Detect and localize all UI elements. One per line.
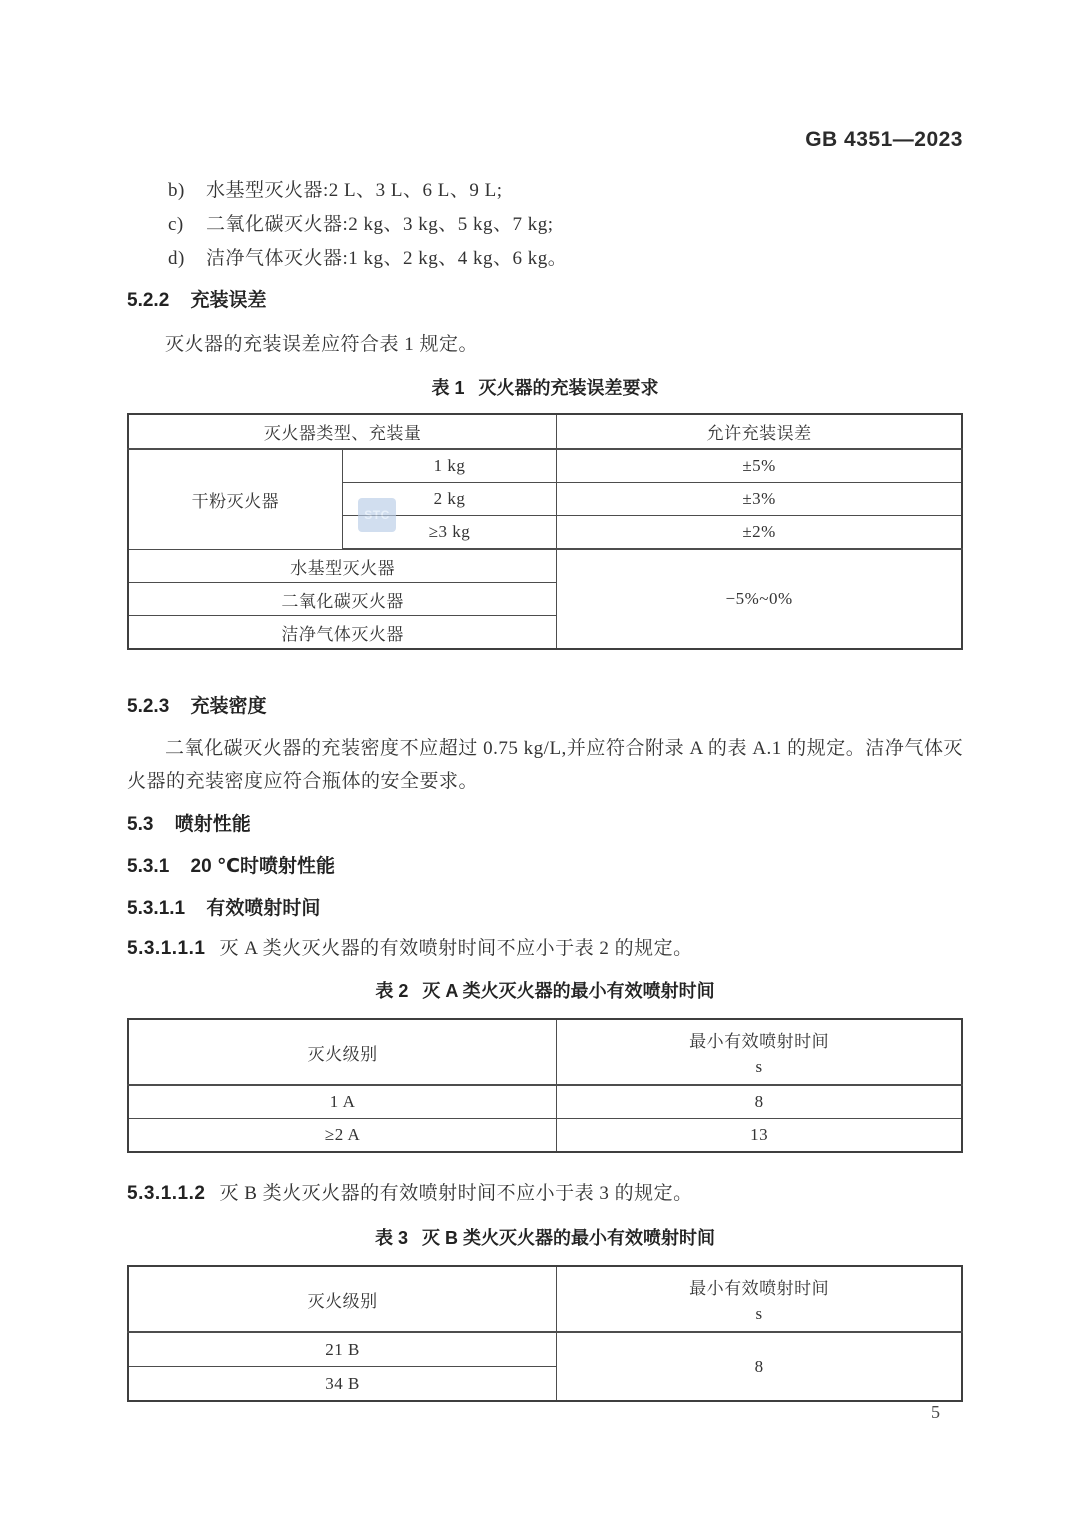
section-number: 5.3.1.1.1	[127, 938, 206, 959]
list-marker: b)	[168, 180, 185, 201]
table-row	[128, 549, 962, 583]
table-row	[128, 1332, 962, 1367]
cell-rating: 34 B	[128, 1367, 557, 1402]
page-number: 5	[931, 1402, 940, 1422]
cell-extinguisher-type: 二氧化碳灭火器	[128, 583, 557, 616]
section-title: 有效喷射时间	[206, 898, 321, 919]
table-header-cell	[557, 1019, 962, 1085]
cell-extinguisher-type: 水基型灭火器	[128, 549, 557, 583]
paragraph-523: 二氧化碳灭火器的充装密度不应超过 0.75 kg/L,并应符合附录 A 的表 A.1 的规定。洁净气体灭火器的充装密度应符合瓶体的安全要求。	[127, 738, 963, 792]
table-row	[128, 1085, 962, 1119]
list-marker: c)	[168, 214, 184, 235]
table-caption-label: 表 1	[431, 378, 465, 398]
paragraph-53111	[127, 936, 963, 962]
list-item-d	[127, 242, 963, 276]
standard-number: GB 4351—2023	[805, 128, 963, 151]
paragraph-text: 灭 B 类火灭火器的有效喷射时间不应小于表 3 的规定。	[219, 1183, 693, 1204]
cell-extinguisher-type: 洁净气体灭火器	[128, 616, 557, 650]
cell-tolerance: ±5%	[557, 449, 962, 483]
section-heading-5311	[127, 896, 963, 922]
section-heading-523	[127, 694, 963, 720]
list-item-b	[127, 174, 963, 208]
section-heading-53	[127, 812, 963, 838]
list-text: 洁净气体灭火器:1 kg、2 kg、4 kg、6 kg。	[206, 248, 568, 269]
table-caption-label: 表 2	[375, 981, 409, 1001]
table-header-row	[128, 1266, 962, 1332]
section-number: 5.3	[127, 814, 154, 835]
list-text: 水基型灭火器:2 L、3 L、6 L、9 L;	[206, 180, 503, 201]
cell-charge: ≥3 kg	[342, 516, 556, 550]
table-1-charge-tolerance	[127, 413, 963, 650]
table-2-class-a-discharge-time	[127, 1018, 963, 1153]
paragraph-53112	[127, 1181, 963, 1207]
section-number: 5.3.1.1	[127, 898, 186, 919]
table-header-row	[128, 414, 962, 449]
header-line-title: 最小有效喷射时间	[689, 1279, 830, 1298]
header-line-unit: s	[755, 1304, 763, 1323]
section-title: 20 ℃时喷射性能	[190, 856, 335, 877]
list-marker: d)	[168, 248, 185, 269]
table-header-row	[128, 1019, 962, 1085]
cell-charge: 1 kg	[342, 449, 556, 483]
section-title: 喷射性能	[174, 814, 251, 835]
section-number: 5.2.2	[127, 290, 170, 311]
section-heading-522	[127, 288, 963, 314]
table-caption-title: 灭 A 类火灭火器的最小有效喷射时间	[422, 981, 715, 1001]
paragraph-522: 灭火器的充装误差应符合表 1 规定。	[165, 334, 479, 355]
cell-rating: 1 A	[128, 1085, 557, 1119]
cell-extinguisher-type: 干粉灭火器	[128, 449, 342, 549]
list-text: 二氧化碳灭火器:2 kg、3 kg、5 kg、7 kg;	[206, 214, 554, 235]
cell-charge: 2 kg	[342, 483, 556, 516]
cell-rating: ≥2 A	[128, 1119, 557, 1153]
capacity-list	[127, 174, 963, 276]
table2-caption	[127, 978, 963, 1004]
cell-time: 8	[557, 1085, 962, 1119]
section-title: 充装密度	[190, 696, 267, 717]
table-caption-title: 灭 B 类火灭火器的最小有效喷射时间	[422, 1228, 715, 1248]
table-header-cell	[557, 1266, 962, 1332]
header-line-unit: s	[755, 1057, 763, 1076]
table-caption-title: 灭火器的充装误差要求	[478, 378, 659, 398]
table-row	[128, 1119, 962, 1153]
cell-time: 13	[557, 1119, 962, 1153]
section-number: 5.3.1.1.2	[127, 1183, 206, 1204]
table-header-cell: 灭火级别	[128, 1019, 557, 1085]
cell-tolerance-merged: −5%~0%	[557, 549, 962, 649]
header-line-title: 最小有效喷射时间	[689, 1032, 830, 1051]
table-caption-label: 表 3	[374, 1228, 408, 1248]
paragraph-text: 灭 A 类火灭火器的有效喷射时间不应小于表 2 的规定。	[219, 938, 693, 959]
section-number: 5.3.1	[127, 856, 170, 877]
table3-caption	[127, 1225, 963, 1251]
cell-tolerance: ±3%	[557, 483, 962, 516]
table1-caption	[127, 375, 963, 401]
section-heading-531	[127, 854, 963, 880]
table-header-cell: 灭火器类型、充装量	[128, 414, 557, 449]
table-row	[128, 449, 962, 483]
cell-tolerance: ±2%	[557, 516, 962, 550]
table-header-cell: 灭火级别	[128, 1266, 557, 1332]
list-item-c	[127, 208, 963, 242]
section-title: 充装误差	[190, 290, 267, 311]
stc-watermark-logo: STC	[358, 498, 396, 532]
cell-rating: 21 B	[128, 1332, 557, 1367]
section-number: 5.2.3	[127, 696, 170, 717]
table-3-class-b-discharge-time	[127, 1265, 963, 1402]
cell-time-merged: 8	[557, 1332, 962, 1401]
table-header-cell: 允许充装误差	[557, 414, 962, 449]
